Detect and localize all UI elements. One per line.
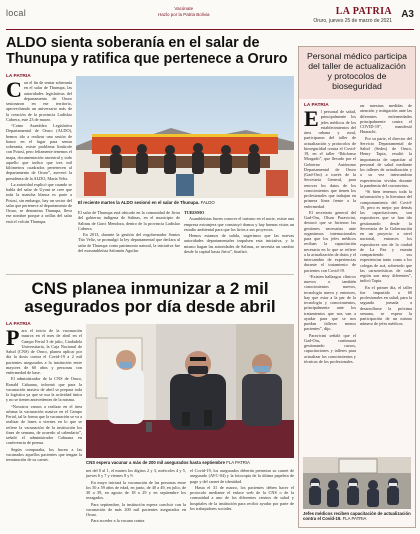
article2-paragraph: “Nosotros vamos a realizar en el área urbana la vacunación masiva en el Campo Ferial, tal la forma que la vacunación se va a realizar de lunes a viernes en lo que se refiere la vacunación de la institución los fines de semana, de acuerdo al calendario”, señaló el administrador Cahuana en conferencia de prensa.: [6, 403, 82, 446]
sidebar-headline: Personal médico participa del taller de actualización y protocolos de bioseguridad: [307, 51, 407, 91]
article2-photo: [86, 324, 294, 458]
sidebar-kicker: LA PATRIA: [304, 103, 329, 108]
sidebar-paragraph: El secretario general del Gad-Oru, Olson Paravicini, destacó que se hicieron las gestiones necesarias ante organismos internacionales para que los jefes médicos reciban la capacitación necesaria en lo que se refiere a la actualización de datos y el intercambio de experiencias durante el tratamiento de pacientes con Covid-19.: [304, 209, 356, 273]
ad-line-1: Vacúnate: [174, 6, 194, 11]
ad-line-2: Hazlo por la Patria Bolivia: [158, 11, 210, 17]
article2-paragraph: El administrador de la CNS de Oruro, Ronald Cahuana, informó que para la vacunación masiva de abril se prepara toda la logística ya que se usa la actividad única y no se tienen antecedentes de la misma.: [6, 376, 82, 403]
article2-column-3: [190, 468, 294, 530]
section-label: local: [6, 8, 27, 18]
article1-paragraph: on el fin de sentar soberanía en el salar de Thunupa, las autoridades legislativas del departamento de Oruro sesionaron en ese territorio, aprovechando un aniversario más de la creación de la provincia Ladislao Cabrera, este 23 de marzo.: [6, 80, 72, 122]
article1-column-1: [6, 80, 72, 270]
sidebar-photo-credit: FLA PATRIA: [342, 516, 367, 521]
article1-photo-credit: FALDO: [200, 200, 215, 205]
sidebar-paragraph: l personal de salud, principalmente los jefes médicos de los establecimientos del área urbana y rural, participaron del taller de actualización y protocolos de bioseguridad contra el Covid-19, en el taller “Ildofonso Morgado”, que llevado por el Gobierno Autónomo Departamental de Oruro (Gad-Oru) a través de la Secretaría General, para renovar los datos de los conocimientos que tienen los profesionales que trabajan en primera línea frente a la enfermedad.: [304, 109, 356, 209]
cns-press-photo: [86, 324, 294, 458]
article2-dropcap: P: [6, 328, 20, 350]
article2-caption-text: CNS espera vacunar a más de 200 mil asegurados hasta septiembre: [86, 460, 225, 465]
article2-paragraph: Según comparaba, los hacen a las vacunados aquellos pacientes que tengan la terminación de su carnet.: [6, 446, 82, 462]
section-divider: [6, 274, 294, 275]
page-header: [6, 4, 414, 30]
sidebar-column-2: [360, 103, 412, 453]
sidebar-paragraph: “Si bien tenemos toda la información y la literatura del comportamiento del Covid-19, pero es mejor por demás las capacitaciones, son expositores que se han ido gestionando desde la Secretaría de la Gobernación en un proyecto a nivel nacional, entonces los expositores son de la ciudad de La Paz y estarán compartiendo sus experiencias tanto como a los colegas de acá, sobretodo que las características de cada región son muy diferentes”, indicó Tapia.: [360, 189, 412, 284]
article1-kicker: LA PATRIA: [6, 74, 31, 79]
sidebar-paragraph: Por su parte, el director del Servicio Departamental de Salud (Sedes) de Oruro, Henry Tapia, resaltó la importancia de capacitar al personal de salud mediante los talleres de actualización y a su vez intercambiar experiencias vividas durante la pandemia del coronavirus.: [360, 135, 412, 188]
sidebar-paragraph: “Existen hallazgos clínicos nuevos o también conocimientos nuevos, tecnología nueva y entonces, hay que estar a la par de la tecnología y conocimientos, principalmente ante los tratamientos que nos van a ayudar para que se nos puedan fallecer menos pacientes”, dijo.: [304, 273, 356, 332]
sidebar-caption-text: Jefes médicos reciben capacitación de actualización contra el Covid-19.: [303, 511, 411, 521]
workshop-photo: [303, 457, 411, 509]
sidebar-column-1: [304, 109, 356, 453]
article1-photo: [76, 76, 294, 198]
sidebar-paragraph: Paravicini señaló que el Gad-Oru, continuará gestionando cursos, capacitaciones y talleres para actualizar los conocimientos y técnicas de los profesionales.: [304, 332, 356, 364]
sidebar-paragraph: rar nuestras medidas de atención y mitigación ante las diferentes enfermedades principalmente contra el COVID-19”, manifestó Huarachi.: [360, 103, 412, 135]
header-ad: [158, 6, 210, 17]
article2-photo-caption: [86, 460, 294, 465]
article2-paragraph: net del 0 al 1, el martes los dígitos 2 y 3, miércoles 4 y 5, jueves 6 y 7 y viernes 8 y 9.: [86, 468, 186, 479]
sidebar-photo: [303, 457, 411, 509]
article2-paragraph: Para septiembre, la institución espera concluir con la vacunación de más 200 mil pacientes asegurados en Oruro.: [86, 501, 186, 517]
page-number: A3: [401, 9, 414, 20]
article2-kicker: LA PATRIA: [6, 322, 31, 327]
article1-headline: ALDO sienta soberanía en el salar de Thunupa y ratifica que pertenece a Oruro: [6, 35, 288, 67]
article1-photo-caption: [78, 200, 292, 205]
article2-column-2: [86, 468, 186, 530]
article2-paragraph: ara el inicio de la vacunación masiva en el mes de abril en el Campo Ferial 3 de julio, Ciudadela Universitaria, la Caja Nacional de Salud (CNS) de Oruro, planea aplicar por día la dosis contra el Covid-19 a 2 mil pacientes asegurados a la institución entre mayores de 60 años y personas con enfermedad de base.: [6, 328, 82, 375]
article2-photo-credit: FLA PATRIA: [226, 460, 250, 465]
article2-paragraph: Para acceder a la vacuna contra: [91, 518, 145, 524]
sidebar-dropcap: E: [304, 109, 319, 131]
masthead-logo: LA PATRIA: [335, 6, 392, 17]
article1-paragraph: Asambleístas hacen conocer el turismo en el norte, existe una empresa extranjera que construyó domos y hay buenas vistas un estudio ambiental para que los lirios a sus proyectos.: [184, 216, 294, 232]
article1-dropcap: C: [6, 80, 22, 102]
article1-column-3: [184, 210, 294, 272]
article1-paragraph: El salar de Thunupa está ubicado en la comunidad de Jirira del gobierno indígena de Salinas, en el municipio de Salinas de Garci Mendoza, dentro de la provincia Ladislao Cabrera.: [78, 210, 180, 231]
article2-paragraph: el Covid-19, los asegurados deberán presentar su carnet de asegurado (AVC-04) y la fotocopia de la última papeleta de pago y del carnet de identidad.: [190, 468, 294, 484]
article1-paragraph: En 2013, durante la gestión del exgobernador Santos Tito Veliz, se promulgó la ley departamental que declara al salar de Thunupa como patrimonio natural, la iniciativa fue del exasambleísta Salomón Aguilar.: [78, 232, 180, 253]
article1-caption-text: El reciente martes la ALDO sesionó en el salar de Thunupa.: [78, 200, 200, 205]
article2-paragraph: Hasta el 31 de marzo, los pacientes deben hacer el protocolo mediante el enlace web de la CNS o de la comunidad a uno de los diferentes centros de salud y hospitales de la institución para recibir ayudar por parte de los trabajadores sociales.: [190, 484, 294, 511]
article1-column-2: [78, 210, 180, 272]
sidebar-paragraph: En el primer día, el taller fue impartido a 60 profesionales en salud, para la segunda jornada a desarrollarse la próxima semana, se espera la participación de un mismo número de jefes médicos.: [360, 284, 412, 327]
article1-paragraph: “Como Asamblea Legislativa Departamental de Oruro (ALDO), hemos ido a realizar una sesión de honor en el lugar para sentar soberanía, existe problema limítrofe con Potosí, pero felizmente tenemos el mapa, documentación ancestral y todo aquello que indica que tres mil kilómetros cuadrados pertenecen al departamento de Oruro”, aseveró la presidenta de la ALDO, María Veliz.: [6, 123, 72, 181]
sidebar-headline-box: [299, 47, 415, 99]
sidebar-photo-caption: [303, 511, 413, 521]
article1-paragraph: La autoridad explicó que cuando se habla del salar de Uyuni se cree que toda la mancha blanca es parte a Potosí, sin embargo, hay un sector del salar que pertenece al departamento de Oruro, se denomina Thunupa, lleva ese nombre porque a orillas del salar está el volcán Thunupa.: [6, 181, 72, 224]
salar-session-photo: [76, 76, 294, 198]
sidebar-article: [298, 46, 416, 528]
article1-subhead: TURISMO: [184, 210, 205, 215]
article2-headline: CNS planea inmunizar a 2 mil asegurados por día desde abril: [24, 279, 276, 316]
article1-paragraph: Hemos estamos de salida, sugerimos que las nuevas autoridades departamentales impulsen esta iniciativa, y lo mismo hagan las autoridades de Salinas, se necesita un cambio desde la capital hasta Jirira”, finalizó.: [184, 233, 294, 254]
article2-column-1: [6, 328, 82, 530]
dateline: Oruro, jueves 25 de marzo de 2021: [313, 18, 392, 24]
article2-paragraph: En mayo iniciará la vacunación de las personas entre los 50 a 59 años de edad, en junio, de 40 a 49, en julio, de 30 a 39, en agosto de 18 a 29 y en septiembre los rezagados.: [86, 479, 186, 501]
